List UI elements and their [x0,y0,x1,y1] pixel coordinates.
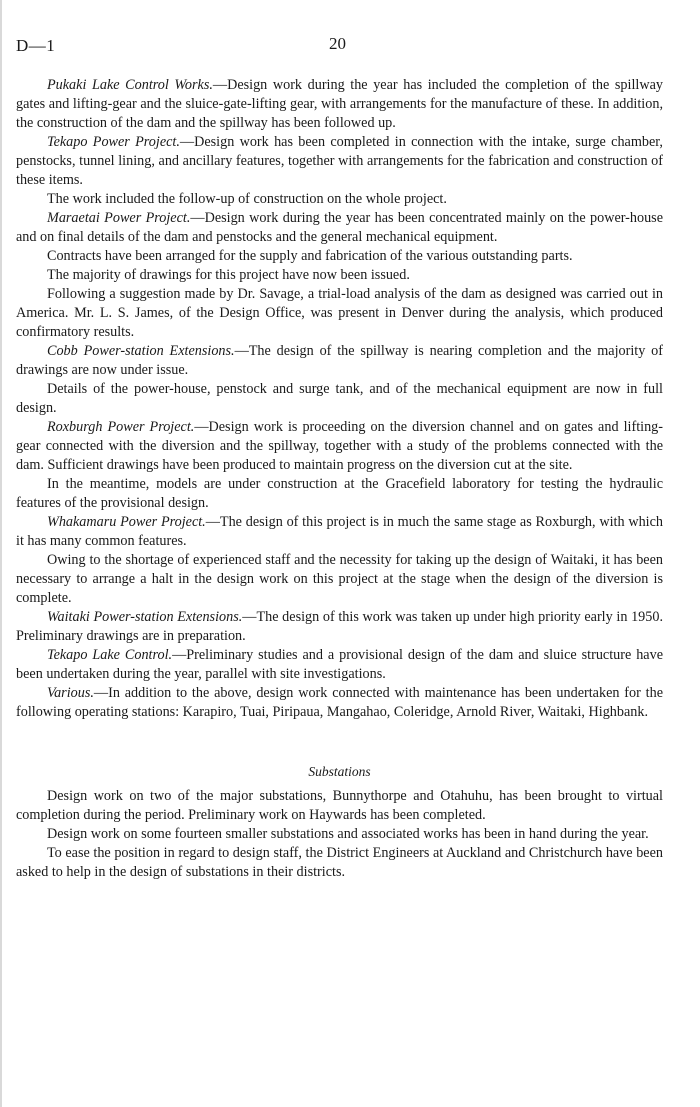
paragraph-text: Following a suggestion made by Dr. Savage, a trial-load analysis of the dam as designed was carried out in America. Mr. L. S. James, of the Design Office, was present in Denver during the analysis, which produced confirmatory results. [16,286,663,340]
paragraph-text: —Design work has been completed in connection with the intake, surge chamber, penstocks, tunnel lining, and ancillary features, together with arrangements for the fabrication and construction of these items. [16,134,663,188]
paragraph-lead: Waitaki Power-station Extensions. [47,609,243,625]
paragraph [16,380,663,418]
paragraph-lead: Tekapo Power Project. [47,134,180,150]
paragraph-lead: Whakamaru Power Project. [47,514,206,530]
page-edge [0,0,2,1107]
paragraph-lead: Roxburgh Power Project. [47,419,195,435]
paragraph [16,418,663,475]
paragraph [16,844,663,882]
paragraph [16,787,663,825]
paragraph-lead: Cobb Power-station Extensions. [47,343,235,359]
paragraph [16,684,663,722]
paragraph-text: —The design of this work was taken up under high priority early in 1950. Preliminary drawings are in preparation. [16,609,663,644]
paragraph-text: —The design of this project is in much the same stage as Roxburgh, with which it has many common features. [16,514,664,549]
paragraph-text: Design work on some fourteen smaller substations and associated works has been in hand during the year. [47,826,649,842]
paragraph [16,209,663,247]
paragraph-text: The majority of drawings for this project have now been issued. [47,267,410,283]
paragraph-lead: Pukaki Lake Control Works. [47,77,213,93]
paragraph [16,825,663,844]
paragraph [16,247,663,266]
page-body [16,76,663,882]
paragraph-text: To ease the position in regard to design staff, the District Engineers at Auckland and Christchurch have been asked to help in the design of substations in their districts. [16,845,663,880]
paragraph-text: The work included the follow-up of construction on the whole project. [47,191,447,207]
paragraph [16,76,663,133]
paragraph [16,551,663,608]
paragraph-text: —Preliminary studies and a provisional design of the dam and sluice structure have been undertaken during the year, parallel with site investigations. [16,647,663,682]
paragraph [16,266,663,285]
paragraph-lead: Maraetai Power Project. [47,210,191,226]
paragraph [16,342,663,380]
paragraph-text: Contracts have been arranged for the supply and fabrication of the various outstanding parts. [47,248,573,264]
paragraph-text: —Design work during the year has included the completion of the spillway gates and lifting-gear and the sluice-gate-lifting gear, with arrangements for the manufacture of these. In addition, the construction of the dam and the spillway has been followed up. [16,77,663,131]
paragraph-lead: Various. [47,685,94,701]
paragraph-text: In the meantime, models are under construction at the Gracefield laboratory for testing the hydraulic features of the provisional design. [16,476,663,511]
paragraph [16,285,663,342]
paragraph-text: —The design of the spillway is nearing completion and the majority of drawings are now under issue. [16,343,663,378]
paragraph [16,513,663,551]
paragraph-text: Owing to the shortage of experienced staff and the necessity for taking up the design of Waitaki, it has been necessary to arrange a halt in the design work on this project at the stage when the design of the diversion is complete. [16,552,663,606]
page-number: 20 [329,34,346,53]
paragraph-text: —Design work is proceeding on the diversion channel and on gates and lifting-gear connected with the diversion and the spillway, together with a study of the problems connected with the dam. Sufficient drawings have been produced to maintain progress on the diversion cut at the site. [16,419,663,473]
paragraph-lead: Tekapo Lake Control. [47,647,173,663]
paragraph [16,608,663,646]
paragraph-text: Details of the power-house, penstock and surge tank, and of the mechanical equipment are now in full design. [16,381,663,416]
paragraph-text: —In addition to the above, design work connected with maintenance has been undertaken for the following operating stations: Karapiro, Tuai, Piripaua, Mangahao, Coleridge, Arnold River, Waitaki, Highbank. [16,685,663,720]
paragraph-text: —Design work during the year has been concentrated mainly on the power-house and on final details of the dam and penstocks and the general mechanical equipment. [16,210,664,245]
paragraph [16,646,663,684]
paragraph [16,190,663,209]
main-paragraphs [16,76,663,722]
paragraph [16,133,663,190]
document-reference: D—1 [16,36,56,55]
paragraph [16,475,663,513]
substations-paragraphs [16,787,663,882]
section-heading-substations: Substations [308,764,371,779]
paragraph-text: Design work on two of the major substations, Bunnythorpe and Otahuhu, has been brought to virtual completion during the period. Preliminary work on Haywards has been completed. [16,788,663,823]
